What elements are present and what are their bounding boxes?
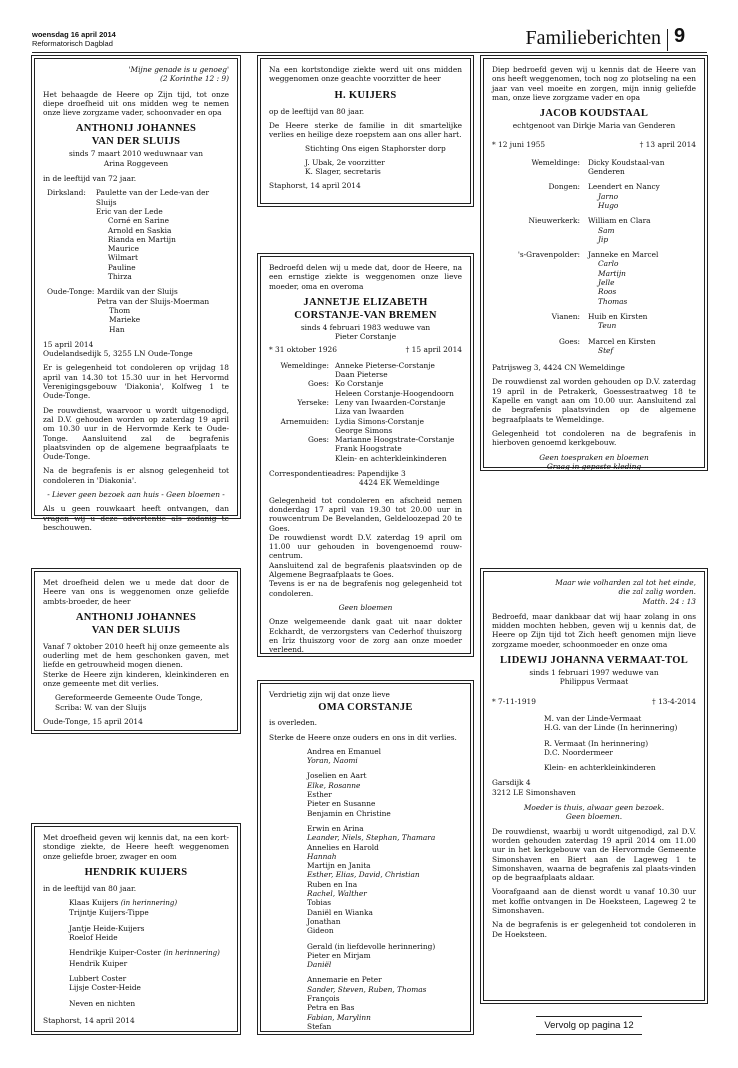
family-member: Dicky Koudstaal-van Genderen xyxy=(588,157,665,177)
place-label: Oude-Tonge: xyxy=(47,287,95,297)
family-member: Lydia Simons-Corstanje xyxy=(335,416,424,426)
card-note: Als u geen rouwkaart heeft ontvangen, dan vragen wij u deze advertentie als zodanig te beschouwen. xyxy=(43,504,229,532)
family-member: Martijn en Janita xyxy=(307,861,371,871)
family-member: Liza van Iwaarden xyxy=(335,407,405,417)
address: Garsdijk 4 xyxy=(492,778,531,788)
address: Patrijsweg 3, 4424 CN Wemeldinge xyxy=(492,363,625,373)
ad-vermaat-tol xyxy=(483,571,705,1001)
place-label xyxy=(492,269,588,278)
deceased-name: OMA CORSTANJE xyxy=(318,702,413,714)
family-row xyxy=(492,312,696,321)
family-member: Carlo xyxy=(598,259,619,269)
no-speeches-note: Geen toespraken en bloemen xyxy=(539,452,649,462)
header-separator xyxy=(667,29,668,51)
age-text: in de leeftijd van 72 jaar. xyxy=(43,174,137,184)
death-date: † 13 april 2014 xyxy=(639,140,696,150)
family-member: Marcel en Kirsten xyxy=(588,336,656,346)
family-member: Stef xyxy=(598,345,614,355)
signatory: J. Ubak, 2e voorzitter xyxy=(305,157,385,167)
spouse-text: echtgenoot van Dirkje Maria van Genderen xyxy=(512,121,676,131)
service-text: De rouwdienst, waarbij u wordt uitgenodigd, zal D.V. worden gehouden zaterdag 19 april 2014 om 11.00 uur in het kerkgebouw van de Hervormde Gemeente Simonshaven en Biert aan de Lageweg 1 te Simonshaven, waarna de begrafenis zal plaats-vinden op de begraafplaats aldaar. xyxy=(492,826,696,883)
family-member: Hendrikje Kuiper-Coster (in herinnering) xyxy=(69,948,220,958)
deceased-name: JACOB KOUDSTAAL xyxy=(539,108,649,120)
family-member: Hannah xyxy=(307,851,337,861)
widower-text: sinds 7 maart 2010 weduwnaar van xyxy=(69,149,203,159)
place-label: Dirksland: xyxy=(47,188,86,198)
family-member: H.G. van der Linde (In herinnering) xyxy=(544,723,678,733)
family-oude-tonge xyxy=(43,287,229,333)
place-label: Dongen: xyxy=(548,182,580,192)
place-label xyxy=(492,235,588,244)
after-burial-text: Tevens is er na de begrafenis nog gelegenheid tot condoleren. xyxy=(269,579,462,598)
deceased-name: ANTHONIJ JOHANNES xyxy=(75,611,197,623)
ad-date: Staphorst, 14 april 2014 xyxy=(43,1015,135,1025)
address: Oudelandsedijk 5, 3255 LN Oude-Tonge xyxy=(43,349,193,359)
family-member: Leander, Niels, Stephan, Thamara xyxy=(307,833,436,843)
organisation: Stichting Ons eigen Staphorster dorp xyxy=(305,144,446,154)
deceased-name: LIDEWIJ JOHANNA VERMAAT-TOL xyxy=(500,655,688,667)
quote-reference: Matth. 24 : 13 xyxy=(642,596,696,606)
birth-date: * 12 juni 1955 xyxy=(492,140,546,150)
family-member: Hugo xyxy=(598,200,619,210)
church-name: Gereformeerde Gemeente Oude Tonge, xyxy=(55,693,203,703)
family-member: Annelies en Harold xyxy=(307,842,379,852)
grandchildren-list xyxy=(269,747,462,1031)
family-member: Han xyxy=(109,324,125,334)
family-member: George Simons xyxy=(335,425,393,435)
spouse-name: Philippus Vermaat xyxy=(559,677,629,687)
family-member: William en Clara xyxy=(588,216,651,226)
condolence-text: Gelegenheid tot condoleren na de begrafenis in hierboven genoemd kerkgebouw. xyxy=(492,428,696,448)
family-member: Pauline xyxy=(107,262,136,272)
continued-on-page-link[interactable]: Vervolg op pagina 12 xyxy=(536,1016,642,1035)
dress-note: Graag in gepaste kleding xyxy=(546,461,642,471)
family-member: Petra en Bas xyxy=(307,1003,355,1013)
deceased-name: HENDRIK KUIJERS xyxy=(84,866,188,878)
comfort-text: Sterke de Heere onze ouders en ons in dit verlies. xyxy=(269,732,457,742)
family-member: Thom xyxy=(109,305,131,315)
place-label: Goes: xyxy=(558,336,580,346)
family-member: Pieter en Mirjam xyxy=(307,950,371,960)
family-member: Roos xyxy=(598,287,617,297)
quote: Maar wie volharden zal tot het einde, xyxy=(555,578,696,587)
place-label xyxy=(492,346,588,355)
page-number: 9 xyxy=(674,25,686,47)
place-label xyxy=(492,321,588,330)
family-member: Fabian, Marylinn xyxy=(307,1012,371,1022)
ad-date: 15 april 2014 xyxy=(43,339,94,349)
intro-text: Verdrietig zijn wij dat onze lieve xyxy=(269,690,390,699)
family-member: Stefan xyxy=(307,1021,332,1031)
family-member: Trijntje Kuijers-Tippe xyxy=(69,908,149,918)
family-member: Huib en Kirsten xyxy=(588,311,648,321)
family-member: Mardik van der Sluijs xyxy=(97,287,178,297)
ad-jacob-koudstaal xyxy=(483,58,705,471)
quote: 'Mijne genade is u genoeg' xyxy=(128,65,229,74)
intro-text: Na een kortstondige ziekte werd uit ons midden weggenomen onze geachte voorzitter de heer xyxy=(269,65,462,84)
service-text: De rouwdienst wordt D.V. zaterdag 19 april om 11.00 uur gehouden in bovengenoemd rouw-centrum. xyxy=(269,532,462,561)
condolence-text: Na de begrafenis is er gelegenheid tot condoleren in De Hoeksteen. xyxy=(492,920,696,939)
family-row xyxy=(492,321,696,330)
family-member: Esther, Elias, David, Christian xyxy=(307,870,420,880)
family-member: Rianda en Martijn xyxy=(107,234,176,244)
family-member: Maurice xyxy=(107,244,140,254)
burial-text: Aansluitend zal de begrafenis plaatsvinden op de Algemene Begraafplaats te Goes. xyxy=(269,560,462,580)
correspondence-city: 4424 EK Wemeldinge xyxy=(359,478,440,488)
intro-text: Bedroefd, maar dankbaar dat wij haar zolang in ons midden mochten hebben, geven wij u kennis dat, de Heere op Zijn tijd tot Zich heeft genomen mijn lieve zorgzame moeder, schoonmoeder en onze oma xyxy=(492,611,696,649)
intro-text: Met droefheid delen we u mede dat door de Heere van ons is weggenomen onze geliefde ambts-broeder, de heer xyxy=(43,578,229,606)
header-paper: Reformatorisch Dagblad xyxy=(32,39,113,48)
family-row xyxy=(492,250,696,259)
family-member: Jonathan xyxy=(307,916,341,926)
family-row xyxy=(492,216,696,225)
family-member: Jelle xyxy=(598,278,615,288)
no-flowers-note: Geen bloemen xyxy=(338,602,393,612)
family-row xyxy=(492,201,696,210)
spouse-name: Arina Roggeveen xyxy=(103,158,169,168)
place-label: 's-Gravenpolder: xyxy=(517,250,580,260)
family-member: Ruben en Ina xyxy=(307,879,358,889)
family-member: Leny van Iwaarden-Corstanje xyxy=(335,397,446,407)
condolence-text: Gelegenheid tot condoleren en afscheid nemen donderdag 17 april van 19.30 tot 20.00 uur in rouwcentrum De Bevelanden, Geldeloozepad 20 te Goes. xyxy=(269,495,462,533)
family-member: Klein- en achterkleinkinderen xyxy=(544,763,656,773)
family-member: Marieke xyxy=(109,315,141,325)
service-text: De rouwdienst zal worden gehouden op D.V. zaterdag 19 april in de Petrakerk, Goessestraatweg 18 te Kapelle en vangt aan om 10.00 uur. Aansluitend zal de begrafenis plaatsvinden op de algemene begraafplaats te Wemeldinge. xyxy=(492,377,696,424)
ad-h-kuijers-foundation xyxy=(260,58,471,204)
family-member: Corné en Sarine xyxy=(107,216,170,226)
family-list xyxy=(492,714,696,772)
no-visit-note: - Liever geen bezoek aan huis - Geen bloemen - xyxy=(47,489,225,499)
family-member: Neven en nichten xyxy=(69,998,136,1008)
after-burial-text: Na de begrafenis is er alsnog gelegenheid tot condoleren in 'Diakonia'. xyxy=(43,466,229,485)
deceased-surname: VAN DER SLUIJS xyxy=(91,136,181,148)
place-label: Vianen: xyxy=(551,311,580,321)
correspondence-address: Correspondentieadres: Papendijke 3 xyxy=(269,469,406,479)
family-member: Eric van der Lede xyxy=(95,206,163,216)
family-member: Leendert en Nancy xyxy=(588,182,660,192)
place-label xyxy=(492,201,588,210)
family-member: Jip xyxy=(598,234,609,244)
coffee-text: Voorafgaand aan de dienst wordt u vanaf 10.30 uur met koffie ontvangen in De Hoeksteen, Lageweg 2 te Simonshaven. xyxy=(492,887,696,916)
family-member: Anneke Pieterse-Corstanje xyxy=(335,360,435,370)
family-member: Esther xyxy=(307,790,332,800)
family-member: Martijn xyxy=(598,268,626,278)
family-member: Annemarie en Peter xyxy=(307,975,382,985)
intro-text: Met droefheid geven wij kennis dat, na een kort-stondige ziekte, de Heere heeft weggenomen onze geliefde broer, zwager en oom xyxy=(43,833,229,861)
intro-text: Bedroefd delen wij u mede dat, door de Heere, na een ernstige ziekte is weggenomen onze lieve moeder, oma en overoma xyxy=(269,263,462,291)
death-date: † 13-4-2014 xyxy=(652,696,696,706)
family-row xyxy=(492,226,696,235)
ad-date: Staphorst, 14 april 2014 xyxy=(269,181,361,191)
ad-hendrik-kuijers-family xyxy=(34,826,238,1032)
death-date: † 15 april 2014 xyxy=(405,345,462,355)
family-member: Gerald (in liefdevolle herinnering) xyxy=(307,941,436,951)
family-member: Wilmart xyxy=(107,253,139,263)
family-row xyxy=(492,337,696,346)
family-row xyxy=(492,259,696,268)
family-member: Joselien en Aart xyxy=(307,771,367,781)
family-member: Sander, Steven, Ruben, Thomas xyxy=(307,984,427,994)
family-row xyxy=(492,192,696,201)
family-member: Roelof Heide xyxy=(69,933,118,943)
family-row xyxy=(492,235,696,244)
ad-van-der-sluijs-family xyxy=(34,58,238,532)
family-member: Petra van der Sluijs-Moerman xyxy=(97,296,210,306)
spouse-name: Pieter Corstanje xyxy=(334,332,397,342)
family-member: Lijsje Coster-Heide xyxy=(69,983,141,993)
condolence-text: Er is gelegenheid tot condoleren op vrijdag 18 april van 14.30 tot 15.30 uur in het Hervormd Verenigingsgebouw 'Diakonia', Kolfweg 1 te Oude-Tonge. xyxy=(43,363,229,401)
family-member: Marianne Hoogstrate-Corstanje xyxy=(335,435,455,445)
widow-text: sinds 4 februari 1983 weduwe van xyxy=(300,322,431,332)
quote: die zal zalig worden. xyxy=(618,587,696,597)
place-label xyxy=(492,287,588,296)
deceased-name: JANNETJE ELIZABETH xyxy=(303,296,428,308)
family-member: Sam xyxy=(598,225,615,235)
family-member: Jantje Heide-Kuijers xyxy=(69,923,145,933)
place-label xyxy=(492,192,588,201)
family-row xyxy=(492,297,696,306)
service-text: De rouwdienst, waarvoor u wordt uitgenodigd, zal D.V. gehouden worden op zaterdag 19 april om 10.30 uur in de Hervormde Kerk te Oude-Tonge. Aansluitend zal de begrafenis plaatsvinden op de algemene begraafplaats te Oude-Tonge. xyxy=(43,405,229,462)
family-member: Andrea en Emanuel xyxy=(307,746,382,756)
family-row xyxy=(492,182,696,191)
ad-van-der-sluijs-church xyxy=(34,571,238,731)
ad-date: Oude-Tonge, 15 april 2014 xyxy=(43,716,143,726)
widow-text: sinds 1 februari 1997 weduwe van xyxy=(529,668,659,678)
family-member: Hendrik Kuiper xyxy=(69,958,128,968)
family-member: Klein- en achterkleinkinderen xyxy=(335,453,447,463)
family-member: Rachel, Walther xyxy=(307,889,367,899)
deceased-name: H. KUIJERS xyxy=(334,89,397,101)
family-member: Daniël xyxy=(307,960,332,970)
place-label xyxy=(492,297,588,306)
family-member: Klaas Kuijers (in herinnering) xyxy=(69,898,178,908)
family-member: D.C. Noordermeer xyxy=(544,747,613,757)
intro-text: Het behaagde de Heere op Zijn tijd, tot onze diepe droefheid uit ons midden weg te nemen onze lieve zorgzame vader, schoonvader en opa xyxy=(43,89,229,118)
place-label xyxy=(492,259,588,268)
family-member: Daniël en Wianka xyxy=(307,907,373,917)
header-date: woensdag 16 april 2014 Reformatorisch Dagblad xyxy=(32,30,116,48)
place-label: Nieuwerkerk: xyxy=(528,216,580,226)
address-city: 3212 LE Simonshaven xyxy=(492,787,576,797)
place-label xyxy=(492,278,588,287)
birth-date: * 7-11-1919 xyxy=(492,696,536,706)
family-member: M. van der Linde-Vermaat xyxy=(544,713,642,723)
family-member: Frank Hoogstrate xyxy=(335,444,402,454)
family-member: Teun xyxy=(598,321,617,331)
service-text: Vanaf 7 oktober 2010 heeft hij onze gemeente als ouderling met de hem geschonken gaven, met liefde en getrouwheid mogen dienen. xyxy=(43,641,229,670)
header-rule xyxy=(32,52,707,53)
family-row xyxy=(492,158,696,177)
family-member: Thomas xyxy=(598,296,628,306)
family-row xyxy=(492,287,696,296)
no-visit-note: Moeder is thuis, alwaar geen bezoek. xyxy=(523,803,665,813)
comfort-text: Sterke de Heere zijn kinderen, kleinkinderen en onze gemeente met dit verlies. xyxy=(43,669,229,689)
ad-oma-corstanje xyxy=(260,683,471,1032)
family-row xyxy=(492,278,696,287)
signatory: K. Slager, secretaris xyxy=(305,167,381,177)
quote-reference: (2 Korinthe 12 : 9) xyxy=(160,74,229,84)
family-member: Tobias xyxy=(307,898,332,908)
family-row xyxy=(492,269,696,278)
age-text: op de leeftijd van 80 jaar. xyxy=(269,106,365,116)
family-member: Arnold en Saskia xyxy=(107,225,172,235)
family-member: Thirza xyxy=(107,272,132,282)
deceased-name: ANTHONIJ JOHANNES xyxy=(75,123,197,135)
deceased-text: is overleden. xyxy=(269,718,317,728)
thanks-text: Onze welgemeende dank gaat uit naar dokter Eckhardt, de verzorgsters van Cederhof thuiszorg en Iriz thuiszorg voor de zorg aan onze moeder verleend. xyxy=(269,617,462,655)
age-text: in de leeftijd van 80 jaar. xyxy=(43,883,137,893)
family-member: R. Vermaat (In herinnering) xyxy=(544,738,649,748)
family-member: Pieter en Susanne xyxy=(307,799,376,809)
intro-text: Diep bedroefd geven wij u kennis dat de Heere van ons heeft weggenomen, toch nog zo plotseling na een jaar van veel moeite en zorgen, mijn innig geliefde man, onze lieve zorgzame vader en opa xyxy=(492,65,696,102)
section-title: Familieberichten xyxy=(525,27,661,49)
family-member: Lubbert Coster xyxy=(69,973,127,983)
place-label: Wemeldinge: xyxy=(531,157,580,167)
family-dirksland xyxy=(43,188,229,281)
deceased-surname: CORSTANJE-VAN BREMEN xyxy=(294,309,437,321)
family-member: François xyxy=(307,994,340,1004)
family-member: Erwin en Arina xyxy=(307,823,364,833)
family-member: Elke, Rosanne xyxy=(307,780,361,790)
family-member: Gideon xyxy=(307,926,334,936)
family-member: Janneke en Marcel xyxy=(588,250,659,260)
family-member: Benjamin en Christine xyxy=(307,808,391,818)
family-list xyxy=(492,158,696,355)
place-label xyxy=(492,226,588,235)
ad-corstanje-van-bremen xyxy=(260,256,471,654)
signatory: Scriba: W. van der Sluijs xyxy=(55,702,147,712)
family-member: Paulette van der Lede-van der Sluijs xyxy=(95,188,210,207)
no-flowers-note: Geen bloemen. xyxy=(565,812,623,822)
family-list: Wemeldinge: Anneke Pieterse-Corstanje Daan Pieterse Goes: Ko Corstanje Heleen Corstanje-Hoogendoorn Yerseke: Leny van Iwaarden-Corstanje Liza van Iwaarden Arnemuiden: Lydia Simons-Corstanje George Simons Goes: Marianne Hoogstrate-Corstanje Frank Hoogstrate Klein- en achterkleinkinderen xyxy=(280,360,455,463)
family-member: Heleen Corstanje-Hoogendoorn xyxy=(335,388,454,398)
family-member: Daan Pieterse xyxy=(335,370,388,380)
deceased-surname: VAN DER SLUIJS xyxy=(91,624,181,636)
family-row xyxy=(492,346,696,355)
birth-date: * 31 oktober 1926 xyxy=(269,345,337,355)
family-member: Jarno xyxy=(598,191,619,201)
family-member: Ko Corstanje xyxy=(335,379,384,389)
family-list xyxy=(43,898,229,1008)
family-member: Yoran, Naomi xyxy=(307,756,358,766)
comfort-text: De Heere sterke de familie in dit smartelijke verlies en heilige deze roepstem aan ons aller hart. xyxy=(269,120,462,140)
